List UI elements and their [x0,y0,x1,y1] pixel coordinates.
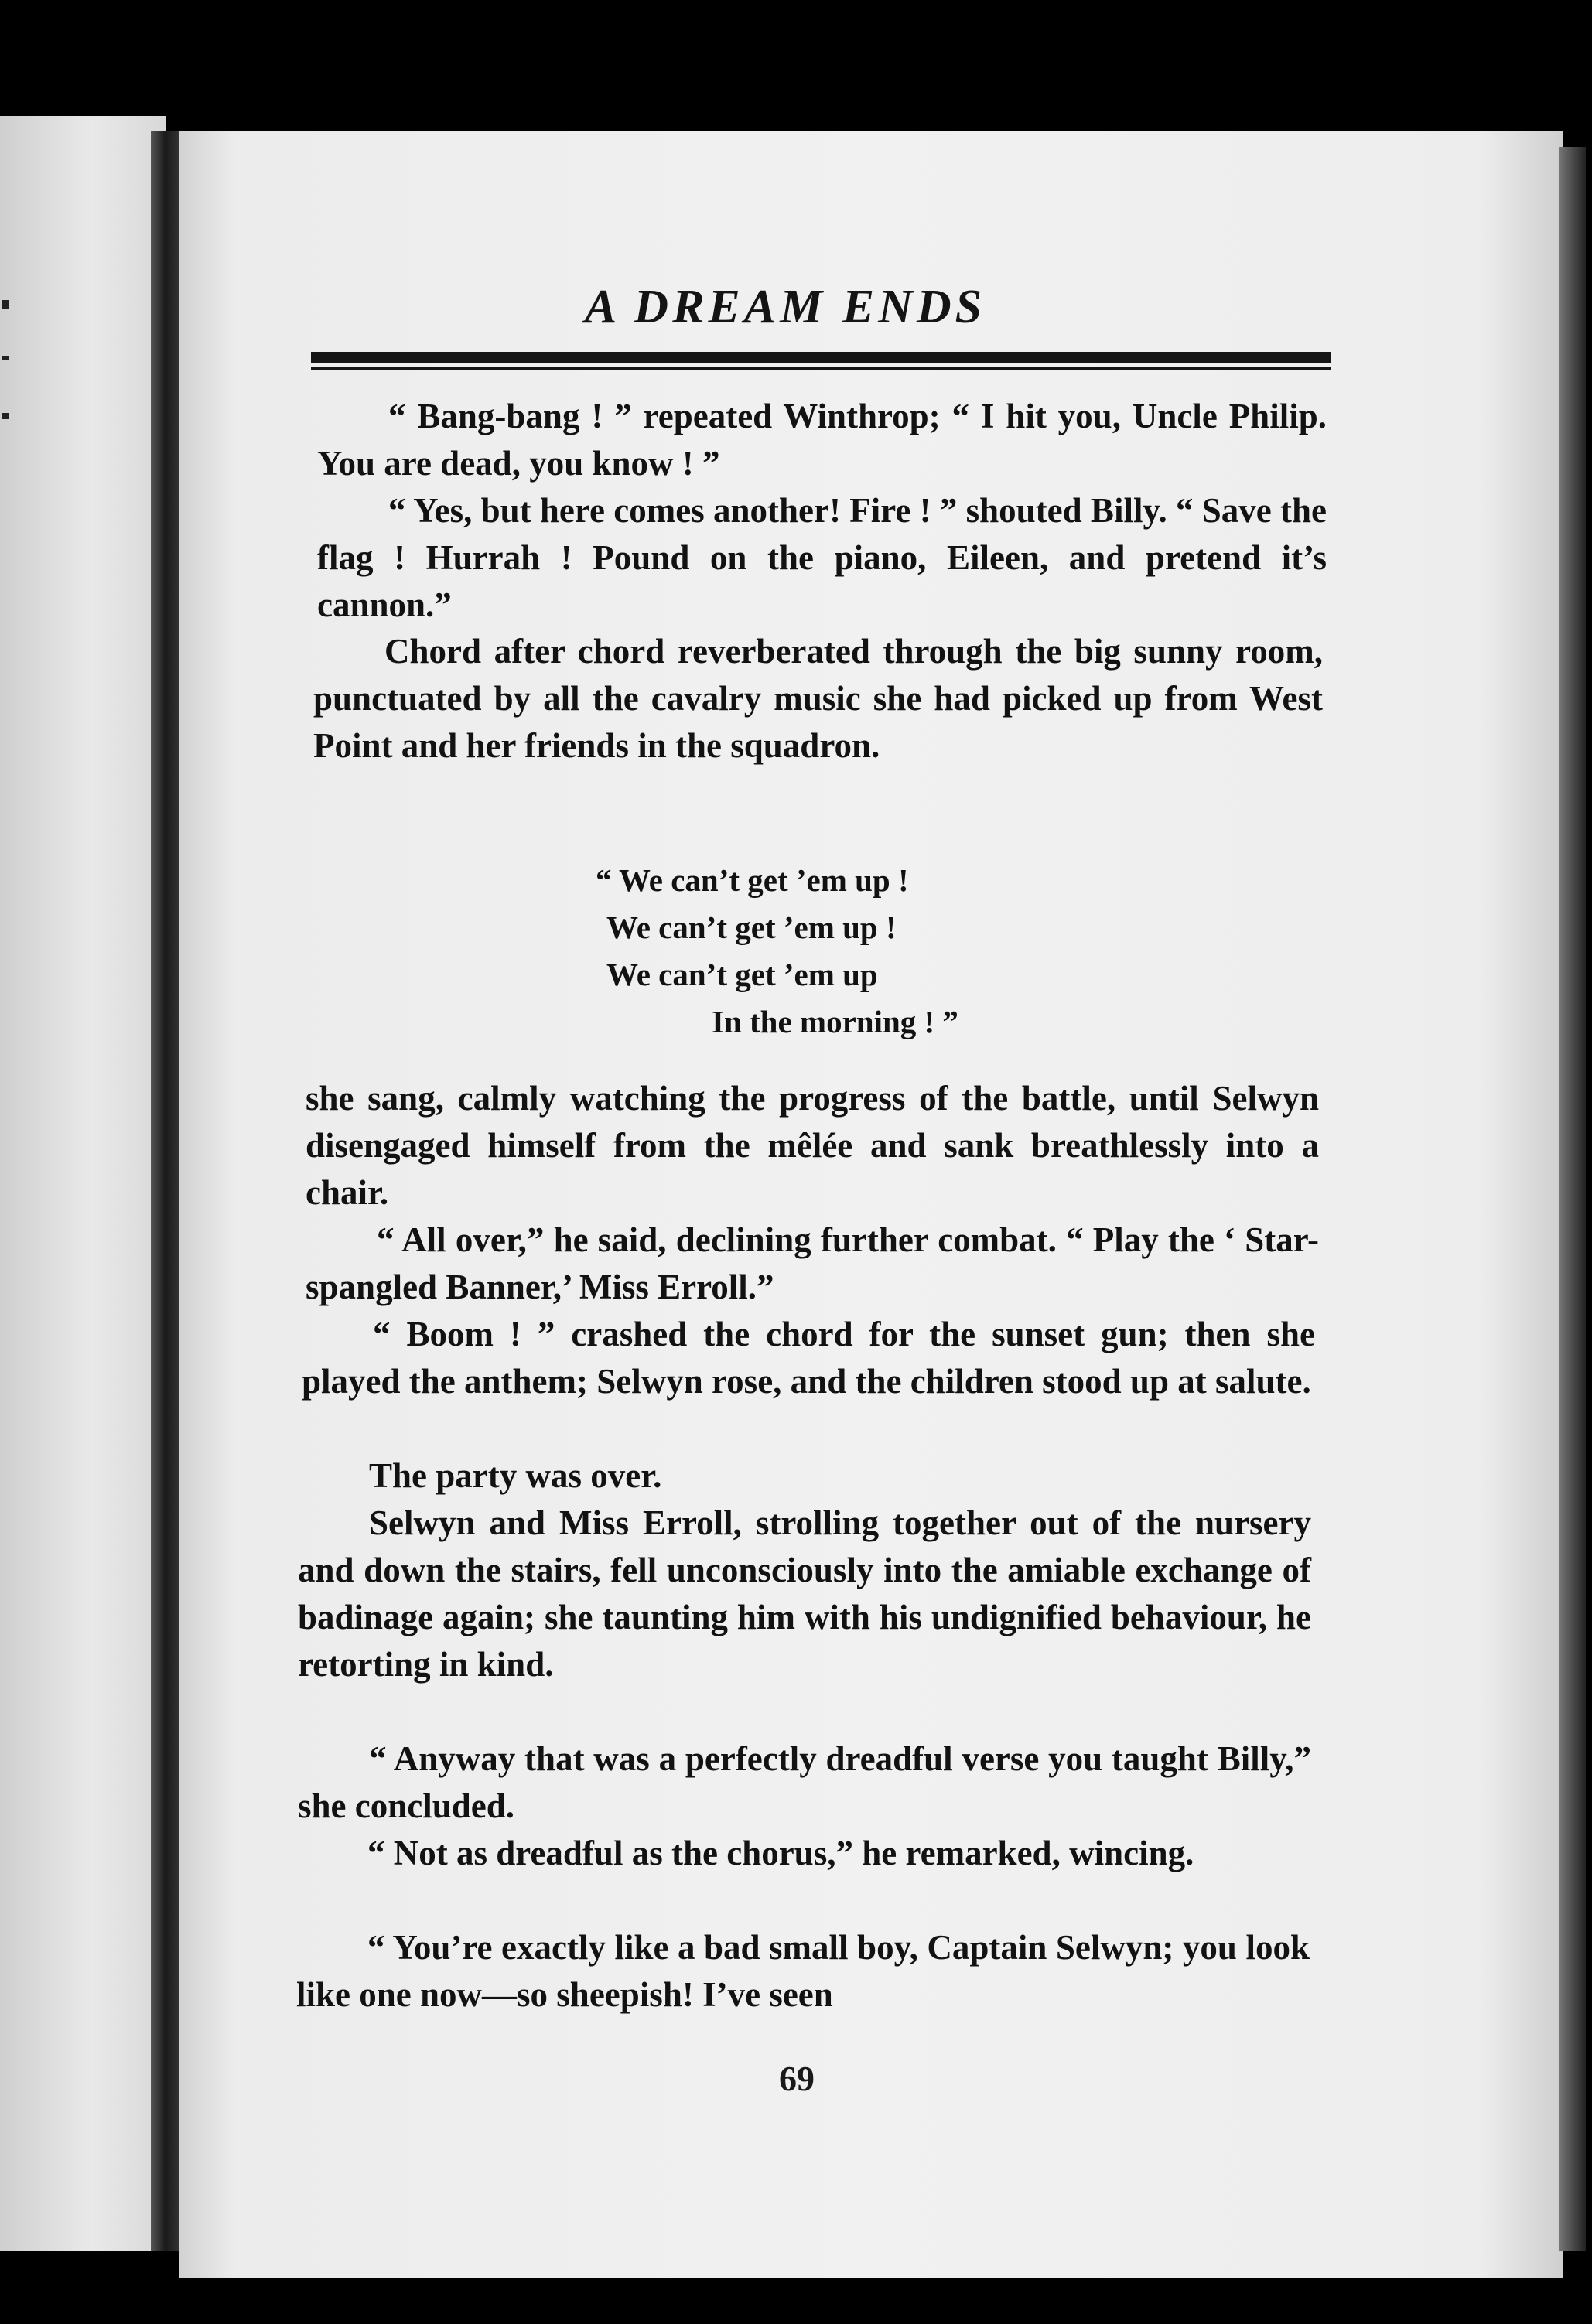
page-edge-shadow [1559,147,1586,2251]
paragraph: The party was over. [369,1456,662,1495]
song-verse [596,857,958,1046]
header-rule [311,367,1331,370]
verse-line: We can’t get ’em up [606,957,878,992]
book-gutter [151,131,183,2251]
paragraph: “ Anyway that was a perfectly dreadful verse you taught Billy,” she concluded. [298,1739,1311,1825]
facing-page-mark [2,356,9,360]
paragraph: “ Boom ! ” crashed the chord for the sunset gun; then she played the anthem; Selwyn rose, and the children stood up at salute. [302,1315,1315,1401]
paragraph: she sang, calmly watching the progress of the battle, until Selwyn disengaged himself from the mêlée and sank breathlessly into a chair. [306,1079,1319,1212]
paragraph: “ You’re exactly like a bad small boy, Captain Selwyn; you look like one now—so sheepish! I’ve seen [296,1928,1310,2014]
paragraph: Chord after chord reverberated through the big sunny room, punctuated by all the cavalry music she had picked up from West Point and her friends in the squadron. [313,632,1323,765]
verse-line: In the morning ! ” [712,1004,958,1039]
paragraph: “ Bang-bang ! ” repeated Winthrop; “ I hit you, Uncle Philip. You are dead, you know ! ” [317,397,1327,483]
facing-page-edge [0,116,166,2251]
verse-line: We can’t get ’em up ! [606,909,897,945]
paragraph: “ Yes, but here comes another! Fire ! ” shouted Billy. “ Save the flag ! Hurrah ! Pound on the piano, Eileen, and pretend it’s cannon.” [317,491,1327,624]
facing-page-mark [2,300,9,309]
paragraph: “ All over,” he said, declining further combat. “ Play the ‘ Star-spangled Banner,’ Miss Erroll.” [306,1220,1319,1306]
page-number: 69 [779,2059,815,2098]
paragraph: “ Not as dreadful as the chorus,” he remarked, wincing. [367,1834,1194,1872]
verse-line: “ We can’t get ’em up ! [596,862,909,898]
paragraph: Selwyn and Miss Erroll, strolling together out of the nursery and down the stairs, fell unconsciously into the amiable exchange of badinage again; she taunting him with his undignified behaviour, he retorting in kind. [298,1503,1311,1684]
running-header-title: A DREAM ENDS [584,281,986,333]
facing-page-mark [2,413,9,419]
header-rule [311,352,1331,363]
